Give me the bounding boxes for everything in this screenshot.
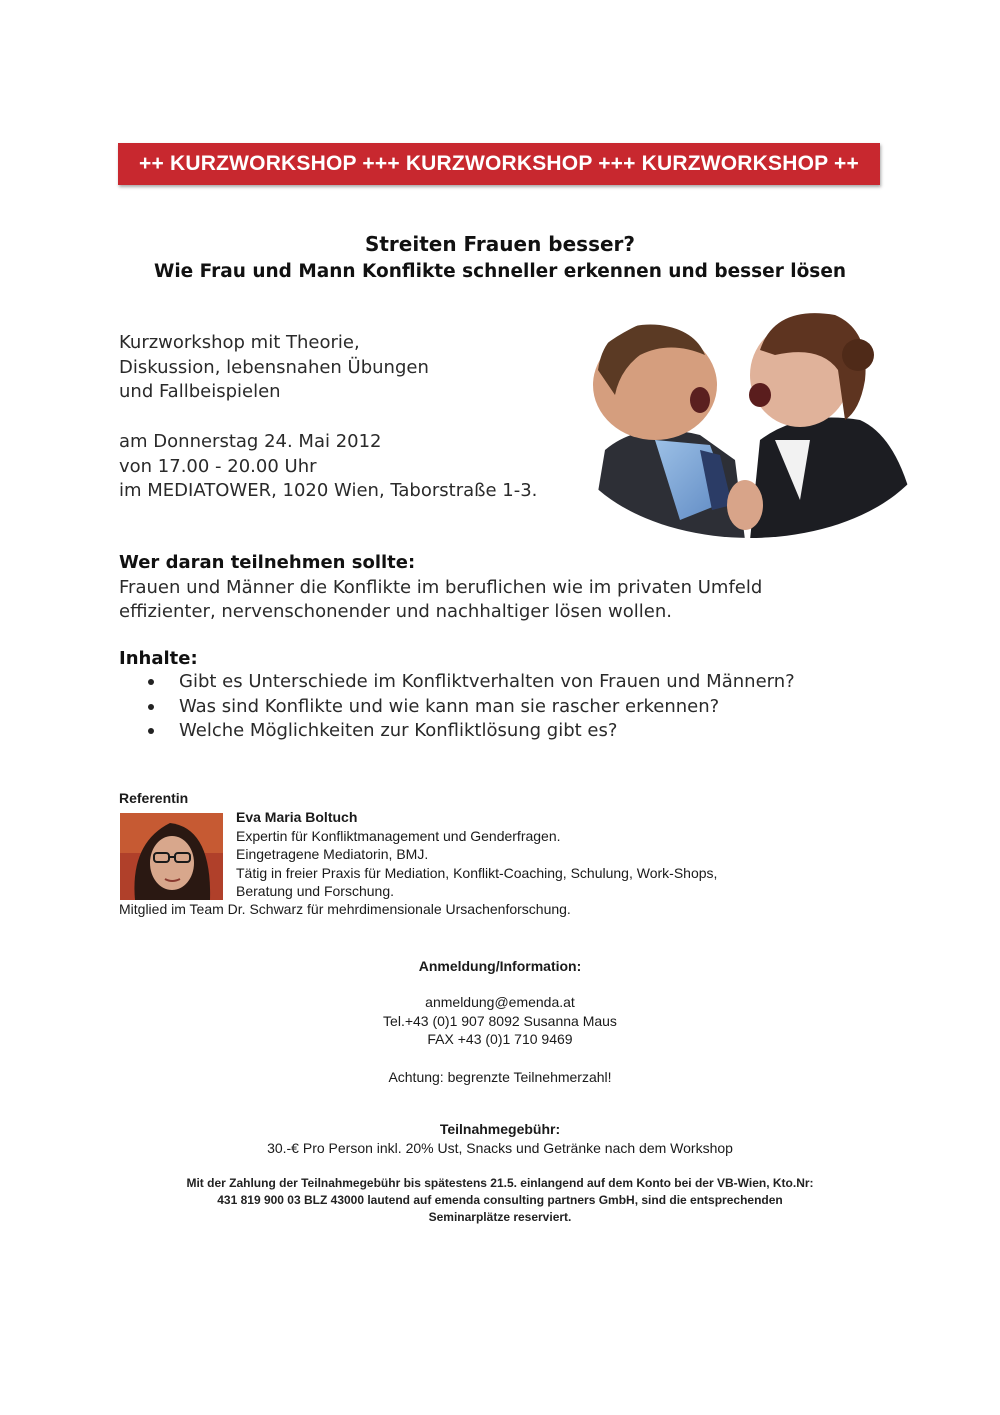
contents-heading: Inhalte: — [119, 648, 198, 669]
registration-heading: Anmeldung/Information: — [418, 958, 582, 974]
payment-line: Mit der Zahlung der Teilnahmegebühr bis spätestens 21.5. einlangend auf dem Konto bei der VB-Wien, Kto.Nr: — [186, 1176, 814, 1190]
event-date: am Donnerstag 24. Mai 2012 — [119, 431, 382, 452]
registration-notice: Achtung: begrenzte Teilnehmerzahl! — [388, 1069, 612, 1085]
page-title: Streiten Frauen besser? — [364, 232, 636, 256]
audience-line: effizienter, nervenschonender und nachhaltiger lösen wollen. — [119, 601, 672, 622]
intro-line: Diskussion, lebensnahen Übungen — [119, 356, 429, 378]
registration-heading-block — [0, 957, 1000, 976]
payment-line: 431 819 900 03 BLZ 43000 lautend auf emenda consulting partners GmbH, sind die entsprechenden — [217, 1193, 783, 1207]
contents-list — [119, 670, 795, 744]
speaker-line: Tätig in freier Praxis für Mediation, Konflikt-Coaching, Schulung, Work-Shops, — [236, 864, 718, 881]
contents-heading-block — [119, 647, 198, 672]
intro-line: Kurzworkshop mit Theorie, — [119, 332, 360, 353]
list-item: Was sind Konflikte und wie kann man sie rascher erkennen? — [119, 695, 795, 720]
speaker-membership: Mitglied im Team Dr. Schwarz für mehrdimensionale Ursachenforschung. — [119, 901, 571, 917]
speaker-line: Beratung und Forschung. — [236, 883, 394, 899]
workshop-banner — [118, 143, 880, 185]
payment-terms — [0, 1175, 1000, 1226]
registration-contact — [0, 993, 1000, 1049]
event-place: im MEDIATOWER, 1020 Wien, Taborstraße 1-3. — [119, 480, 538, 501]
audience-line: Frauen und Männer die Konflikte im beruflichen wie im privaten Umfeld — [119, 576, 763, 598]
list-item: Gibt es Unterschiede im Konfliktverhalten von Frauen und Männern? — [119, 670, 795, 695]
intro-line: und Fallbeispielen — [119, 381, 281, 402]
audience-section — [119, 551, 762, 625]
registration-fax: FAX +43 (0)1 710 9469 — [427, 1031, 573, 1047]
event-details — [119, 430, 537, 504]
fee-text: 30.-€ Pro Person inkl. 20% Ust, Snacks und Getränke nach dem Workshop — [267, 1139, 733, 1156]
fee-heading: Teilnahmegebühr: — [439, 1121, 561, 1137]
speaker-info — [236, 808, 717, 901]
speaker-line: Eingetragene Mediatorin, BMJ. — [236, 846, 429, 862]
arguing-couple-photo — [560, 300, 940, 540]
registration-email[interactable]: anmeldung@emenda.at — [425, 994, 575, 1010]
intro-text — [119, 331, 429, 405]
page-subtitle: Wie Frau und Mann Konflikte schneller erkennen und besser lösen — [153, 261, 847, 282]
registration-phone: Tel.+43 (0)1 907 8092 Susanna Maus — [383, 1012, 617, 1029]
speaker-line: Expertin für Konfliktmanagement und Genderfragen. — [236, 827, 561, 844]
banner-text: ++ KURZWORKSHOP +++ KURZWORKSHOP +++ KURZWORKSHOP ++ — [139, 152, 859, 175]
fee-section — [0, 1120, 1000, 1157]
speaker-name: Eva Maria Boltuch — [236, 809, 358, 825]
payment-line: Seminarplätze reserviert. — [428, 1210, 572, 1224]
list-item: Welche Möglichkeiten zur Konfliktlösung gibt es? — [119, 719, 795, 744]
audience-heading: Wer daran teilnehmen sollte: — [119, 552, 416, 573]
event-time: von 17.00 - 20.00 Uhr — [119, 455, 317, 477]
speaker-avatar — [120, 813, 223, 900]
speaker-label: Referentin — [119, 790, 189, 806]
